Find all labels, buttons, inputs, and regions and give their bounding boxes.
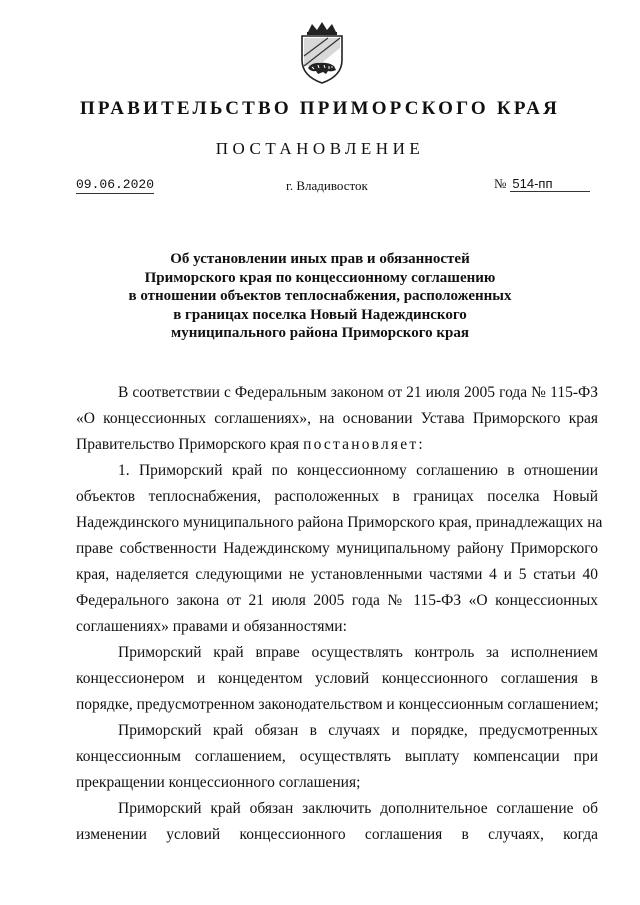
text-line: Федерального закона от 21 июля 2005 года № 115-ФЗ «О концессионных	[76, 592, 598, 609]
text-line: края, наделяется следующими не установленными частями 4 и 5 статьи 40	[76, 566, 598, 583]
text-line: праве собственности Надеждинскому муниципальному району Приморского	[76, 540, 598, 557]
document-body	[76, 380, 603, 848]
text-line: В соответствии с Федеральным законом от 21 июля 2005 года № 115-ФЗ	[118, 384, 598, 401]
text-line: порядке, предусмотренном законодательством и концессионным соглашением;	[76, 696, 599, 713]
document-date: 09.06.2020	[76, 177, 155, 192]
number-sign: №	[494, 176, 507, 191]
subject-line: в границах поселка Новый Надеждинского	[173, 306, 467, 323]
decree-keyword: постановляет	[303, 436, 419, 453]
text-line: изменении условий концессионного соглашения в случаях, когда	[76, 826, 598, 843]
text-line: прекращении концессионного соглашения;	[76, 774, 361, 791]
text-line: соглашениях» правами и обязанностями:	[76, 618, 347, 635]
text-line: концессионным соглашением, осуществлять выплату компенсации при	[76, 748, 598, 765]
government-name: ПРАВИТЕЛЬСТВО ПРИМОРСКОГО КРАЯ	[79, 98, 561, 119]
paragraph-control-right	[76, 640, 598, 718]
text-line: 1. Приморский край по концессионному соглашению в отношении	[118, 462, 598, 479]
text-line: Приморский край обязан в случаях и порядке, предусмотренных	[118, 722, 598, 739]
document-city: г. Владивосток	[286, 178, 368, 193]
text-fragment: :	[418, 436, 423, 453]
text-line	[76, 432, 598, 458]
document-type: ПОСТАНОВЛЕНИЕ	[215, 139, 425, 158]
text-line: Приморский край вправе осуществлять контроль за исполнением	[118, 644, 598, 661]
subject-line: Об установлении иных прав и обязанностей	[170, 251, 470, 267]
text-line: Надеждинского муниципального района Приморского края, принадлежащих на	[76, 514, 603, 531]
number-value: 514-пп	[510, 176, 590, 192]
text-line: концессионером и концедентом условий концессионного соглашения в	[76, 670, 598, 687]
document-number	[494, 176, 590, 192]
subject-line: Приморского края по концессионному соглашению	[144, 269, 496, 286]
primorsky-krai-coat-of-arms-icon	[298, 22, 346, 84]
paragraph-item-1	[76, 458, 603, 640]
text-line: «О концессионных соглашениях», на основании Устава Приморского края	[76, 410, 598, 427]
subject-line: в отношении объектов теплоснабжения, расположенных	[128, 288, 512, 304]
paragraph-additional-agreement	[76, 796, 598, 848]
paragraph-compensation-duty	[76, 718, 598, 796]
subject-line: муниципального района Приморского края	[170, 325, 470, 341]
text-line: Приморский край обязан заключить дополнительное соглашение об	[118, 800, 598, 817]
text-fragment: Правительство Приморского края	[76, 436, 304, 453]
document-subject	[110, 250, 530, 343]
paragraph-preamble	[76, 380, 598, 458]
text-line: объектов теплоснабжения, расположенных в границах поселка Новый	[76, 488, 598, 505]
